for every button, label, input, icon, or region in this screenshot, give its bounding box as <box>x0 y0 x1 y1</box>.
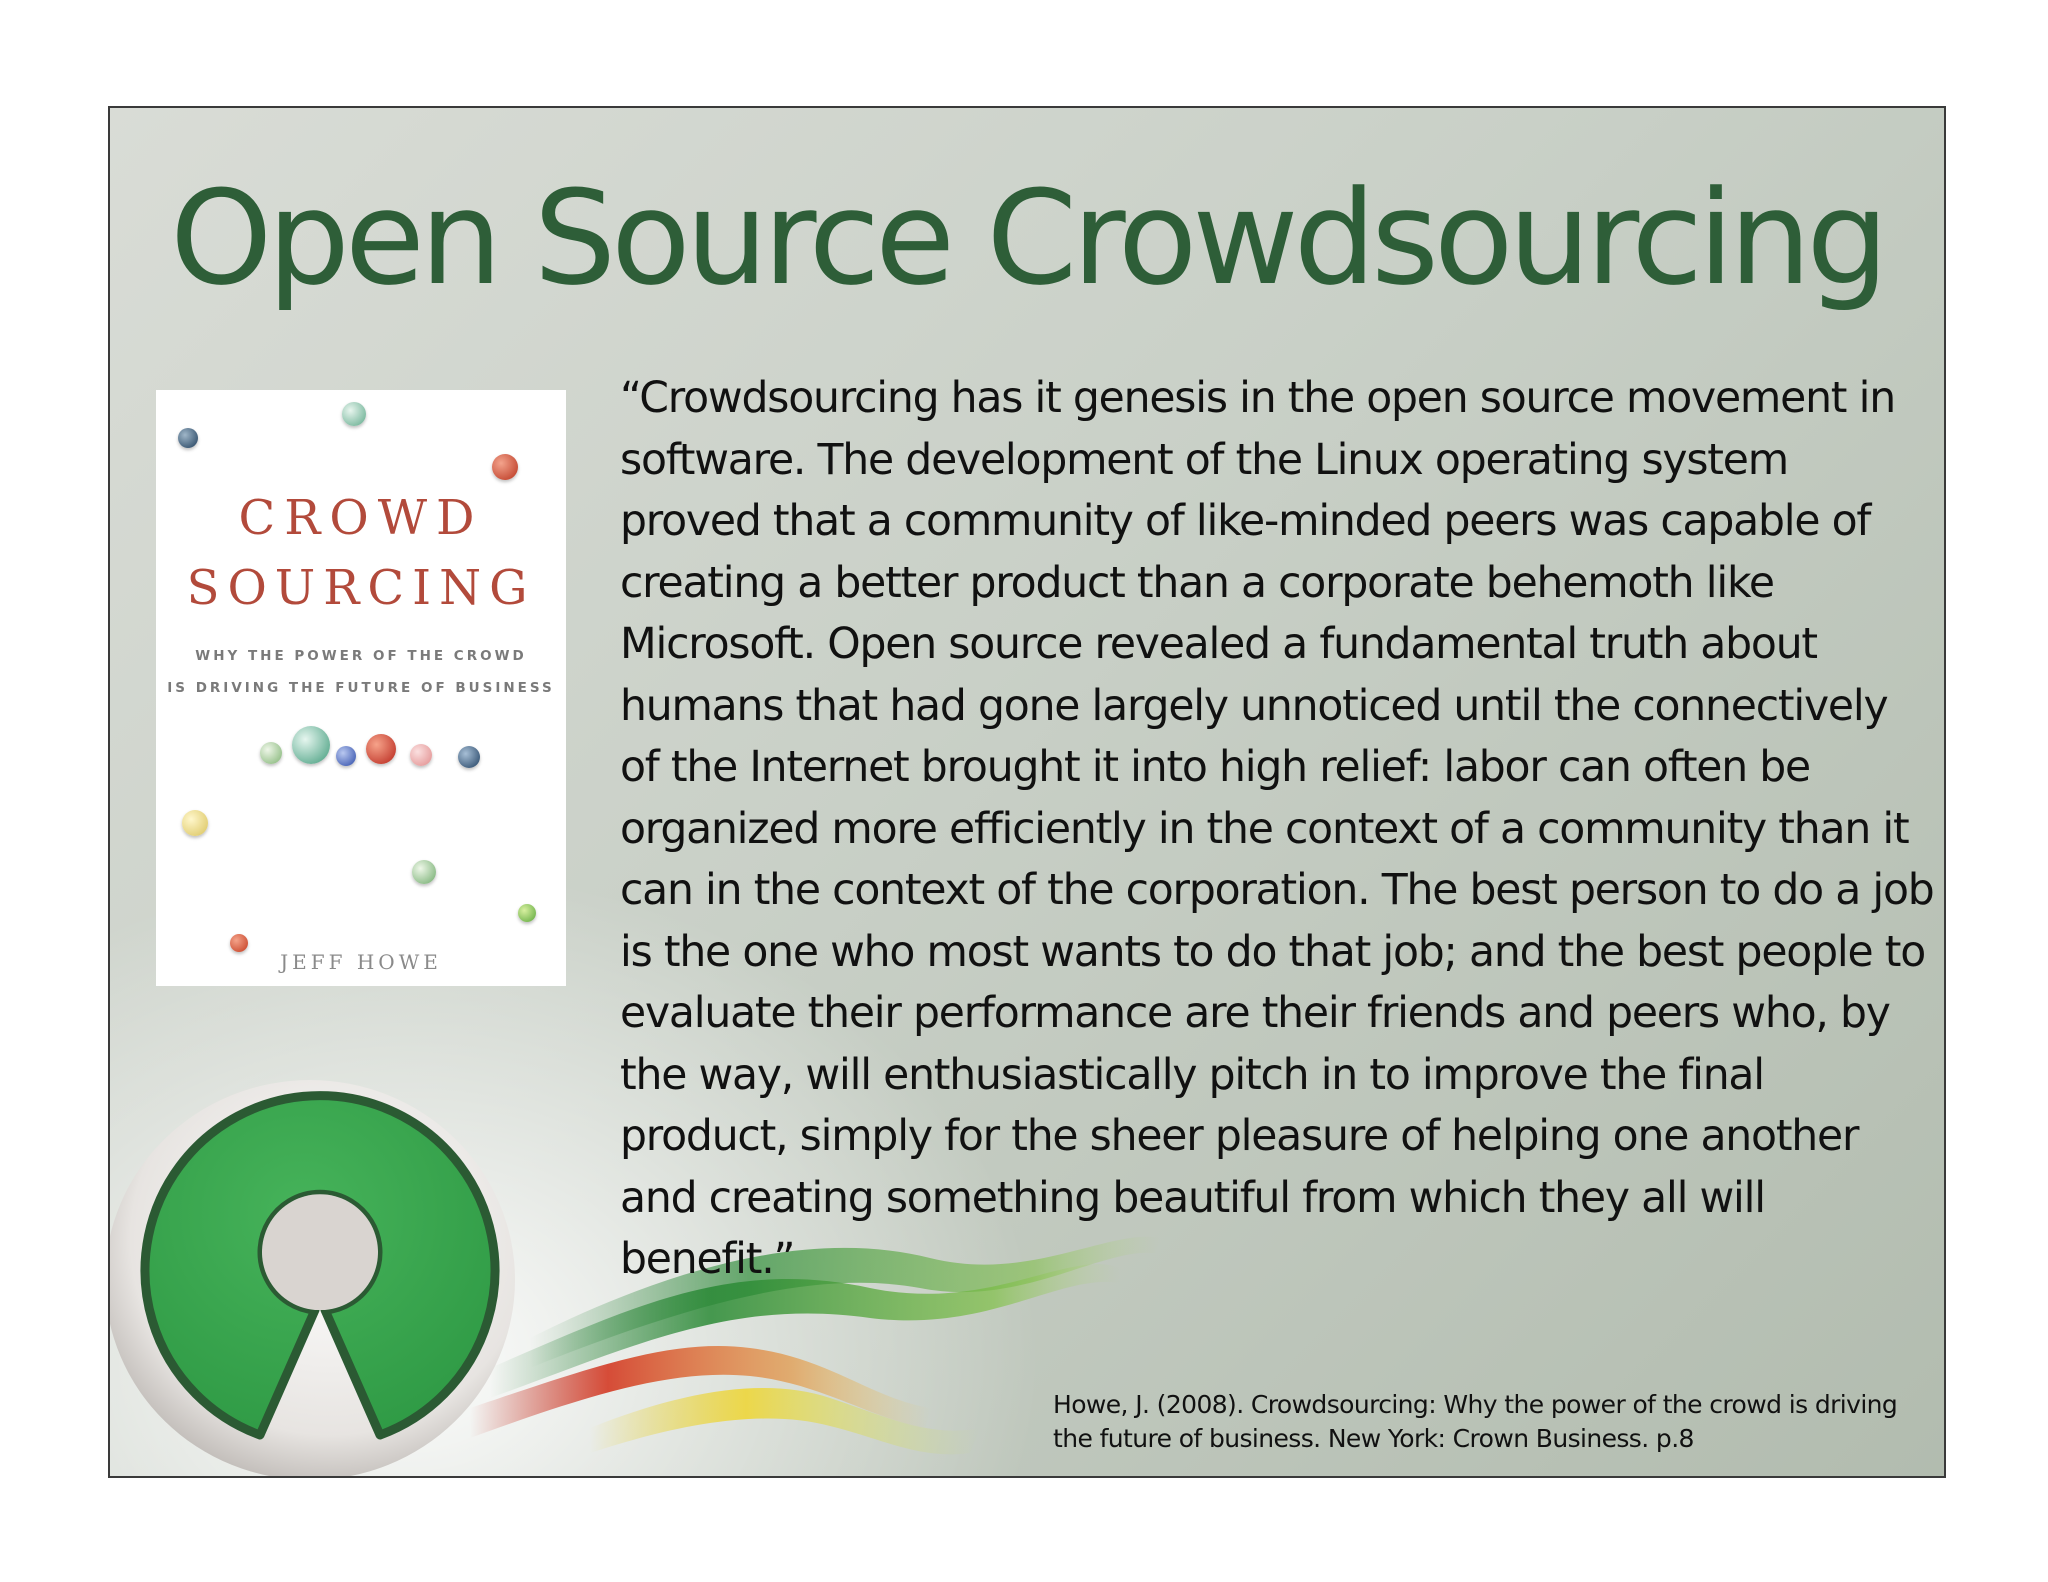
book-title-line-2: SOURCING <box>186 560 536 616</box>
marble-decoration <box>410 744 432 766</box>
book-cover <box>156 390 566 986</box>
marble-decoration <box>336 746 356 766</box>
slide-title: Open Source Crowdsourcing <box>170 162 1884 314</box>
slide <box>108 106 1946 1478</box>
book-title-line-1: CROWD <box>238 490 484 546</box>
marble-decoration <box>342 402 366 426</box>
book-subtitle-line-1: WHY THE POWER OF THE CROWD <box>195 648 527 664</box>
marble-decoration <box>366 734 396 764</box>
book-subtitle-line-2: IS DRIVING THE FUTURE OF BUSINESS <box>167 680 555 696</box>
marble-decoration <box>412 860 436 884</box>
citation-line-2: the future of business. New York: Crown Business. p.8 <box>1053 1424 1694 1453</box>
marble-decoration <box>292 726 330 764</box>
marble-decoration <box>178 428 198 448</box>
marble-decoration <box>260 742 282 764</box>
quote-text: “Crowdsourcing has it genesis in the open source movement in software. The development of the Linux operating system proved that a community of like-minded peers was capable of creating a better product than a corporate behemoth like Microsoft. Open source revealed a fundamental truth about humans that had gone largely unnoticed until the connectively of the Internet brought it into high relief: labor can often be organized more efficiently in the context of a community than it can in the context of the corporation. The best person to do a job is the one who most wants to do that job; and the best people to evaluate their performance are their friends and peers who, by the way, will enthusiastically pitch in to improve the final product, simply for the sheer pleasure of helping one another and creating something beautiful from which they all will benefit.” <box>620 374 1934 1284</box>
marble-decoration <box>492 454 518 480</box>
citation <box>1053 1388 1923 1456</box>
marble-decoration <box>182 810 208 836</box>
marble-decoration <box>518 904 536 922</box>
book-author: JEFF HOWE <box>280 950 442 974</box>
citation-line-1: Howe, J. (2008). Crowdsourcing: Why the power of the crowd is driving <box>1053 1390 1898 1419</box>
marble-decoration <box>458 746 480 768</box>
open-source-initiative-logo-icon <box>110 1050 550 1478</box>
